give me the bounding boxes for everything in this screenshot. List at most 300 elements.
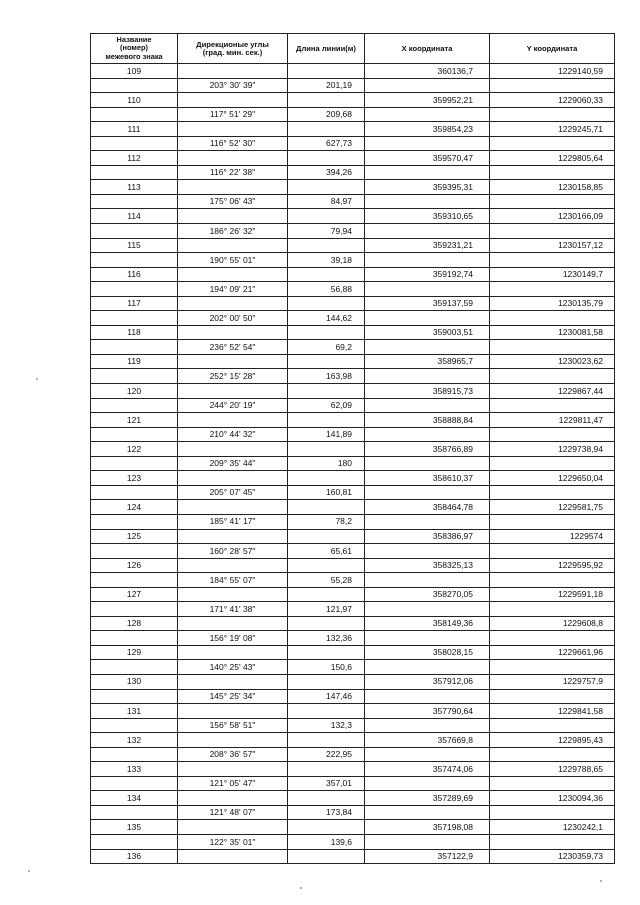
line-length: 141,89 [288,427,365,442]
empty-cell [365,224,490,239]
x-coordinate: 358915,73 [365,384,490,399]
point-name: 128 [91,616,178,631]
point-name: 120 [91,384,178,399]
empty-cell [365,311,490,326]
y-coordinate: 1230023,62 [490,354,615,369]
x-coordinate: 360136,7 [365,64,490,79]
empty-cell [365,253,490,268]
header-row [91,34,615,64]
direction-angle: 121° 48' 07" [178,805,288,820]
empty-cell [288,500,365,515]
direction-angle: 140° 25' 43" [178,660,288,675]
y-coordinate: 1230149,7 [490,267,615,282]
direction-angle: 185° 41' 17" [178,514,288,529]
empty-cell [178,122,288,137]
segment-row [91,107,615,122]
segment-row [91,631,615,646]
empty-cell [91,747,178,762]
segment-row [91,718,615,733]
point-name: 132 [91,733,178,748]
point-name: 124 [91,500,178,515]
point-row [91,616,615,631]
empty-cell [91,602,178,617]
line-length: 627,73 [288,136,365,151]
segment-row [91,602,615,617]
empty-cell [288,820,365,835]
point-name: 136 [91,849,178,864]
segment-row [91,282,615,297]
empty-cell [365,427,490,442]
empty-cell [490,107,615,122]
y-coordinate: 1229650,04 [490,471,615,486]
empty-cell [288,529,365,544]
segment-row [91,398,615,413]
segment-row [91,340,615,355]
y-coordinate: 1229140,59 [490,64,615,79]
point-name: 133 [91,762,178,777]
point-name: 118 [91,325,178,340]
y-coordinate: 1230359,73 [490,849,615,864]
x-coordinate: 358610,37 [365,471,490,486]
empty-cell [178,209,288,224]
empty-cell [178,820,288,835]
x-coordinate: 359570,47 [365,151,490,166]
empty-cell [490,311,615,326]
point-name: 125 [91,529,178,544]
empty-cell [490,224,615,239]
empty-cell [365,747,490,762]
empty-cell [178,791,288,806]
segment-row [91,427,615,442]
table-body [91,64,615,864]
empty-cell [288,849,365,864]
empty-cell [490,136,615,151]
empty-cell [91,398,178,413]
empty-cell [365,544,490,559]
empty-cell [91,456,178,471]
empty-cell [91,805,178,820]
direction-angle: 190° 55' 01" [178,253,288,268]
segment-row [91,224,615,239]
x-coordinate: 359310,65 [365,209,490,224]
x-coordinate: 357912,06 [365,674,490,689]
empty-cell [490,369,615,384]
point-row [91,500,615,515]
empty-cell [490,398,615,413]
empty-cell [490,718,615,733]
empty-cell [288,704,365,719]
empty-cell [490,78,615,93]
empty-cell [365,834,490,849]
point-name: 135 [91,820,178,835]
empty-cell [91,689,178,704]
header-x-coordinate: X координата [365,34,490,64]
empty-cell [91,136,178,151]
point-row [91,354,615,369]
point-row [91,529,615,544]
point-name: 111 [91,122,178,137]
empty-cell [91,340,178,355]
direction-angle: 205° 07' 45" [178,485,288,500]
empty-cell [365,689,490,704]
point-name: 126 [91,558,178,573]
empty-cell [490,834,615,849]
segment-row [91,805,615,820]
empty-cell [490,427,615,442]
point-row [91,442,615,457]
line-length: 201,19 [288,78,365,93]
point-name: 112 [91,151,178,166]
scan-speck [300,887,302,889]
empty-cell [365,573,490,588]
point-row [91,296,615,311]
y-coordinate: 1229245,71 [490,122,615,137]
line-length: 56,88 [288,282,365,297]
empty-cell [288,558,365,573]
empty-cell [288,762,365,777]
empty-cell [178,64,288,79]
segment-row [91,573,615,588]
empty-cell [178,733,288,748]
x-coordinate: 357669,8 [365,733,490,748]
point-name: 114 [91,209,178,224]
point-name: 116 [91,267,178,282]
segment-row [91,369,615,384]
empty-cell [91,776,178,791]
empty-cell [365,194,490,209]
line-length: 121,97 [288,602,365,617]
empty-cell [178,442,288,457]
direction-angle: 156° 58' 51" [178,718,288,733]
empty-cell [91,631,178,646]
segment-row [91,747,615,762]
x-coordinate: 357122,9 [365,849,490,864]
empty-cell [490,602,615,617]
direction-angle: 122° 35' 01" [178,834,288,849]
point-row [91,762,615,777]
segment-row [91,165,615,180]
header-angle-line-1: Дирекционые углы [196,39,269,49]
x-coordinate: 359854,23 [365,122,490,137]
x-coordinate: 359192,74 [365,267,490,282]
empty-cell [490,747,615,762]
point-row [91,558,615,573]
point-row [91,238,615,253]
empty-cell [288,587,365,602]
empty-cell [365,456,490,471]
direction-angle: 209° 35' 44" [178,456,288,471]
segment-row [91,253,615,268]
empty-cell [91,573,178,588]
empty-cell [288,354,365,369]
empty-cell [365,398,490,413]
empty-cell [178,558,288,573]
empty-cell [490,165,615,180]
segment-row [91,514,615,529]
direction-angle: 244° 20' 19" [178,398,288,413]
empty-cell [288,93,365,108]
line-length: 55,28 [288,573,365,588]
header-point-name [91,34,178,64]
segment-row [91,689,615,704]
point-row [91,122,615,137]
empty-cell [91,485,178,500]
direction-angle: 121° 05' 47" [178,776,288,791]
y-coordinate: 1229757,9 [490,674,615,689]
y-coordinate: 1230135,79 [490,296,615,311]
line-length: 394,26 [288,165,365,180]
empty-cell [288,384,365,399]
empty-cell [365,805,490,820]
segment-row [91,194,615,209]
y-coordinate: 1229738,94 [490,442,615,457]
point-name: 130 [91,674,178,689]
empty-cell [288,64,365,79]
point-name: 134 [91,791,178,806]
point-row [91,93,615,108]
empty-cell [91,224,178,239]
segment-row [91,660,615,675]
line-length: 173,84 [288,805,365,820]
x-coordinate: 358888,84 [365,413,490,428]
empty-cell [288,413,365,428]
line-length: 78,2 [288,514,365,529]
empty-cell [365,776,490,791]
empty-cell [490,282,615,297]
empty-cell [91,78,178,93]
empty-cell [178,587,288,602]
empty-cell [365,107,490,122]
y-coordinate: 1229661,96 [490,645,615,660]
empty-cell [288,209,365,224]
point-row [91,325,615,340]
empty-cell [288,442,365,457]
y-coordinate: 1229608,8 [490,616,615,631]
segment-row [91,544,615,559]
x-coordinate: 357790,64 [365,704,490,719]
x-coordinate: 358766,89 [365,442,490,457]
empty-cell [365,282,490,297]
segment-row [91,456,615,471]
line-length: 357,01 [288,776,365,791]
empty-cell [490,194,615,209]
direction-angle: 252° 15' 28" [178,369,288,384]
y-coordinate: 1229595,92 [490,558,615,573]
header-y-coordinate: Y координата [490,34,615,64]
line-length: 69,2 [288,340,365,355]
empty-cell [288,471,365,486]
line-length: 180 [288,456,365,471]
direction-angle: 116° 52' 30" [178,136,288,151]
segment-row [91,136,615,151]
point-name: 109 [91,64,178,79]
point-name: 131 [91,704,178,719]
empty-cell [288,151,365,166]
line-length: 65,61 [288,544,365,559]
direction-angle: 156° 19' 08" [178,631,288,646]
y-coordinate: 1229805,64 [490,151,615,166]
empty-cell [178,849,288,864]
x-coordinate: 358386,97 [365,529,490,544]
line-length: 144,62 [288,311,365,326]
point-name: 121 [91,413,178,428]
point-row [91,587,615,602]
x-coordinate: 358270,05 [365,587,490,602]
x-coordinate: 359003,51 [365,325,490,340]
empty-cell [178,93,288,108]
x-coordinate: 358965,7 [365,354,490,369]
empty-cell [490,514,615,529]
point-name: 110 [91,93,178,108]
x-coordinate: 358325,13 [365,558,490,573]
empty-cell [490,689,615,704]
line-length: 147,46 [288,689,365,704]
point-name: 122 [91,442,178,457]
y-coordinate: 1229060,33 [490,93,615,108]
empty-cell [91,544,178,559]
boundary-coordinates-sheet [90,33,614,864]
empty-cell [365,514,490,529]
empty-cell [365,660,490,675]
empty-cell [91,369,178,384]
empty-cell [178,500,288,515]
line-length: 160,81 [288,485,365,500]
direction-angle: 202° 00' 50" [178,311,288,326]
empty-cell [91,427,178,442]
point-row [91,64,615,79]
segment-row [91,485,615,500]
point-name: 117 [91,296,178,311]
point-row [91,791,615,806]
point-row [91,645,615,660]
direction-angle: 203° 30' 39" [178,78,288,93]
coordinates-table [90,33,615,864]
y-coordinate: 1229574 [490,529,615,544]
y-coordinate: 1230157,12 [490,238,615,253]
scan-speck [28,870,30,872]
point-row [91,180,615,195]
y-coordinate: 1229841,58 [490,704,615,719]
empty-cell [490,805,615,820]
segment-row [91,776,615,791]
direction-angle: 208° 36' 57" [178,747,288,762]
point-row [91,267,615,282]
direction-angle: 117° 51' 29" [178,107,288,122]
line-length: 39,18 [288,253,365,268]
empty-cell [490,544,615,559]
line-length: 209,68 [288,107,365,122]
empty-cell [365,485,490,500]
header-angle-line-2: (град. мин. сек.) [202,47,263,57]
point-row [91,674,615,689]
empty-cell [365,369,490,384]
empty-cell [91,311,178,326]
empty-cell [288,325,365,340]
empty-cell [178,645,288,660]
empty-cell [178,384,288,399]
x-coordinate: 357474,06 [365,762,490,777]
y-coordinate: 1229895,43 [490,733,615,748]
line-length: 150,6 [288,660,365,675]
y-coordinate: 1229581,75 [490,500,615,515]
empty-cell [365,718,490,733]
direction-angle: 116° 22' 38" [178,165,288,180]
empty-cell [288,238,365,253]
empty-cell [288,296,365,311]
empty-cell [288,674,365,689]
y-coordinate: 1230242,1 [490,820,615,835]
empty-cell [91,253,178,268]
empty-cell [178,238,288,253]
point-row [91,733,615,748]
empty-cell [365,602,490,617]
empty-cell [365,136,490,151]
header-line-length: Длина линии(м) [288,34,365,64]
line-length: 62,09 [288,398,365,413]
y-coordinate: 1230094,36 [490,791,615,806]
empty-cell [178,267,288,282]
empty-cell [91,107,178,122]
segment-row [91,311,615,326]
header-name-line-3: межевого знака [105,51,163,61]
point-row [91,704,615,719]
empty-cell [490,631,615,646]
table-header [91,34,615,64]
empty-cell [365,165,490,180]
direction-angle: 186° 26' 32" [178,224,288,239]
point-row [91,471,615,486]
empty-cell [178,151,288,166]
empty-cell [365,631,490,646]
line-length: 163,98 [288,369,365,384]
point-name: 119 [91,354,178,369]
empty-cell [91,834,178,849]
empty-cell [490,340,615,355]
point-row [91,151,615,166]
y-coordinate: 1229591,18 [490,587,615,602]
point-name: 123 [91,471,178,486]
line-length: 84,97 [288,194,365,209]
direction-angle: 184° 55' 07" [178,573,288,588]
point-row [91,820,615,835]
direction-angle: 171° 41' 38" [178,602,288,617]
point-name: 129 [91,645,178,660]
empty-cell [490,253,615,268]
line-length: 222,95 [288,747,365,762]
empty-cell [288,645,365,660]
empty-cell [288,180,365,195]
empty-cell [178,762,288,777]
empty-cell [178,354,288,369]
empty-cell [365,78,490,93]
empty-cell [91,282,178,297]
y-coordinate: 1229788,65 [490,762,615,777]
empty-cell [490,573,615,588]
line-length: 132,3 [288,718,365,733]
direction-angle: 160° 28' 57" [178,544,288,559]
empty-cell [490,776,615,791]
empty-cell [288,267,365,282]
line-length: 139,6 [288,834,365,849]
direction-angle: 194° 09' 21" [178,282,288,297]
empty-cell [178,296,288,311]
x-coordinate: 359231,21 [365,238,490,253]
point-row [91,413,615,428]
point-name: 127 [91,587,178,602]
y-coordinate: 1230081,58 [490,325,615,340]
empty-cell [178,529,288,544]
point-row [91,209,615,224]
